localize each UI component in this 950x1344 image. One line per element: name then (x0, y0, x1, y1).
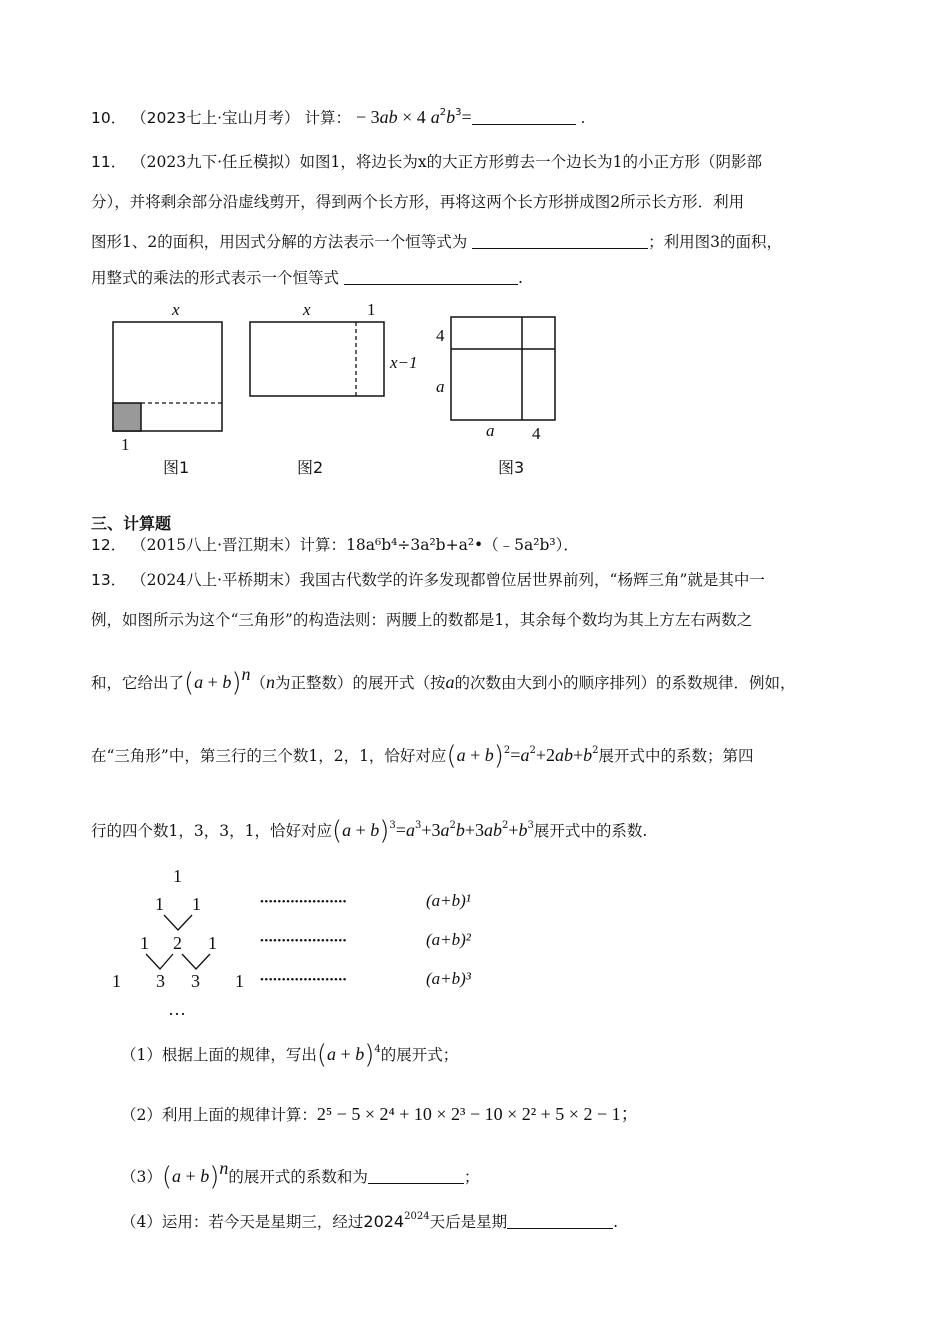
part-text: 的展开式的系数和为 (228, 1168, 368, 1186)
fig3-left-label: a (436, 377, 445, 396)
question-13-part1: （1）根据上面的规律，写出$(a + b)^4$的展开式； (121, 1040, 459, 1070)
question-text: 展开式中的系数. (533, 822, 648, 840)
question-text: 的次数由大到小的顺序排列）的系数规律．例如， (454, 674, 796, 692)
question-text: 行的四个数1，3，3，1，恰好对应 (91, 822, 332, 840)
question-text: 和，它给出了 (91, 674, 185, 692)
answer-blank[interactable] (368, 1167, 464, 1184)
part-label: （1） (121, 1046, 162, 1064)
triangle-ellipsis: … (168, 999, 186, 1019)
dot-leader: •••••••••••••••••••• (260, 896, 348, 908)
question-text: （ (250, 674, 266, 692)
part-expression: 2⁵ − 5 × 2⁴ + 10 × 2³ − 10 × 2² + 5 × 2 − 1； (316, 1104, 639, 1124)
question-text: 用整式的乘法的形式表示一个恒等式 (91, 269, 340, 287)
variable-n: n (266, 672, 275, 692)
base-number: 2024 (363, 1212, 405, 1231)
answer-blank[interactable] (507, 1212, 613, 1229)
triangle-number: 1 (208, 933, 217, 953)
question-text: ；利用图3的面积， (648, 233, 783, 251)
triangle-number: 1 (192, 894, 201, 914)
fig2-caption: 图2 (297, 458, 324, 477)
question-expression: 18a⁶b⁴÷3a²b+a²•（﹣5a²b³）． (346, 536, 579, 554)
question-source: （2023九下·任丘模拟） (131, 153, 300, 171)
variable-a: a (445, 672, 455, 692)
question-text: 我国古代数学的许多发现都曾位居世界前列，“杨辉三角”就是其中一 (299, 571, 765, 589)
triangle-number: 1 (155, 894, 164, 914)
question-11-line4 (91, 268, 523, 288)
question-12 (91, 535, 579, 555)
section-title: 三、计算题 (91, 514, 172, 533)
part-text: 的展开式； (380, 1046, 459, 1064)
triangle-number: 3 (156, 971, 165, 991)
fig2-side-label: x−1 (390, 353, 418, 372)
semicolon: ； (463, 1168, 480, 1186)
question-number: 13． (91, 571, 127, 589)
dot-leader: •••••••••••••••••••• (260, 974, 348, 986)
fig2-top-right-label: 1 (367, 300, 376, 319)
question-text: 在“三角形”中，第三行的三个数1，2，1，恰好对应 (91, 747, 447, 765)
period: . (613, 1213, 619, 1231)
expr-part: − 3 (355, 107, 380, 127)
question-number: 10． (91, 109, 127, 127)
question-11-line3 (91, 232, 782, 252)
question-source: （2024八上·平桥期末） (131, 571, 300, 589)
question-source: （2023七上·宝山月考） (131, 109, 300, 127)
question-11-line1 (91, 152, 762, 172)
question-text: 展开式中的系数；第四 (598, 747, 754, 765)
row-label: (a+b)¹ (426, 891, 471, 910)
fig2-top-label: x (303, 300, 311, 319)
fig3-square (451, 317, 555, 420)
fig1-top-label: x (172, 300, 180, 319)
row-label: (a+b)² (426, 930, 471, 949)
triangle-number: 1 (112, 971, 121, 991)
exponent: 2024 (404, 1211, 430, 1222)
triangle-number: 1 (173, 866, 182, 886)
expr-part: b (446, 107, 456, 127)
exponent: 4 (374, 1044, 381, 1055)
question-13-part3: $(3)(a + b)^n$的展开式的系数和为 ； (121, 1158, 480, 1192)
fig1-caption: 图1 (163, 458, 190, 477)
period: . (517, 269, 523, 287)
question-13-line5: 行的四个数1，3，3，1，恰好对应$(a + b)^3=a^3+3a^2b+3ab^2+b^3$展开式中的系数. (91, 816, 648, 846)
period: . (580, 109, 586, 127)
triangle-number: 1 (235, 971, 244, 991)
fig1-bottom-label: 1 (121, 435, 130, 454)
exponent: n (219, 1158, 229, 1178)
answer-blank-1[interactable] (472, 232, 648, 249)
question-text: 图形1、2的面积，用因式分解的方法表示一个恒等式为 (91, 233, 468, 251)
question-10 (91, 107, 585, 128)
question-13-line4: 在“三角形”中，第三行的三个数1，2，1，恰好对应$(a + b)^2=a^2+2ab+b^2$展开式中的系数；第四 (91, 741, 754, 771)
question-text: 为正整数）的展开式（按 (275, 674, 446, 692)
exponent: 3 (455, 107, 462, 118)
row-label: (a+b)³ (426, 969, 471, 988)
question-11-line2: 分），并将剩余部分沿虚线剪开，得到两个长方形，再将这两个长方形拼成图2所示长方形．利用 (91, 193, 745, 211)
fig3-bottom-right-label: 4 (532, 424, 541, 443)
expr-part: a (430, 107, 440, 127)
question-13-line1 (91, 570, 765, 590)
question-13-line3: 和，它给出了$(a + b)^n(n$为正整数）的展开式（按a的次数由大到小的顺序排列）的系数规律．例如， (91, 664, 796, 698)
fig3-left-top-label: 4 (436, 326, 445, 345)
yang-hui-triangle (100, 860, 500, 1025)
question-number: 11． (91, 153, 127, 171)
part-label: （3） (121, 1168, 162, 1186)
answer-blank[interactable] (472, 108, 576, 125)
part-text: 天后是星期 (429, 1213, 508, 1231)
question-13-part2 (121, 1100, 639, 1126)
part-label: （2） (121, 1106, 162, 1124)
fig3-bottom-label: a (486, 421, 495, 440)
question-13-line2: 例，如图所示为这个“三角形”的构造法则：两腰上的数都是1，其余每个数均为其上方左右两数之 (91, 611, 753, 629)
question-text: 如图1，将边长为x的大正方形剪去一个边长为1的小正方形（阴影部 (299, 153, 763, 171)
question-number: 12． (91, 536, 127, 554)
triangle-number: 1 (140, 933, 149, 953)
expr-part: × 4 (397, 107, 426, 127)
expr-part: = (461, 107, 472, 127)
dot-leader: •••••••••••••••••••• (260, 935, 348, 947)
expr-part: ab (379, 107, 398, 127)
question-prompt: 计算： (304, 109, 351, 127)
question-source: （2015八上·晋江期末） (131, 536, 300, 554)
fig2-rectangle (250, 322, 384, 396)
question-prompt: 计算： (299, 536, 347, 554)
part-text: 根据上面的规律，写出 (161, 1046, 317, 1064)
figures-q11 (100, 295, 580, 485)
part-label: （4） (121, 1213, 162, 1231)
fig1-shaded-square (113, 403, 141, 431)
triangle-number: 3 (191, 971, 200, 991)
part-text: 运用：若今天是星期三，经过 (161, 1213, 364, 1231)
exponent: 2 (439, 107, 447, 118)
question-13-part4 (121, 1210, 618, 1232)
part-text: 利用上面的规律计算： (161, 1106, 317, 1124)
triangle-number: 2 (173, 933, 182, 953)
answer-blank-2[interactable] (344, 268, 518, 285)
fig3-caption: 图3 (498, 458, 525, 477)
